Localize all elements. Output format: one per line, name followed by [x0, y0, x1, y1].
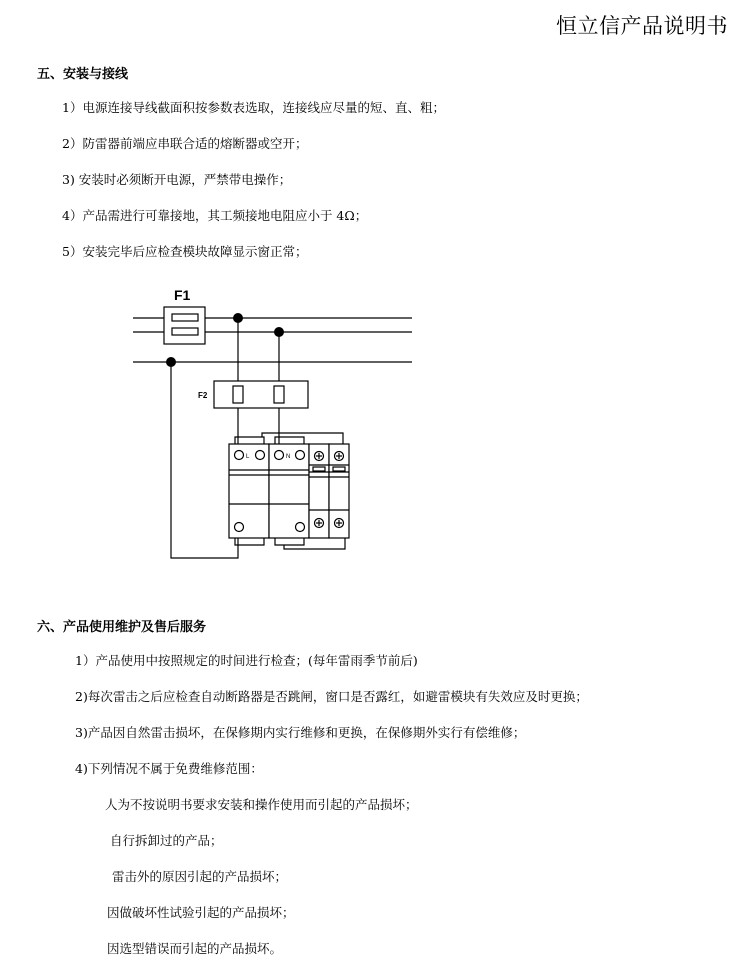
- section-6-item-4: 4)下列情况不属于免费维修范围：: [75, 761, 263, 776]
- f2-breaker-n: [274, 386, 284, 403]
- section-6-item-2: 2)每次雷击之后应检查自动断路器是否跳闸，窗口是否露红，如避雷模块有失效应及时更换；: [75, 689, 588, 704]
- section-5-item-2: 2）防雷器前端应串联合适的熔断器或空开；: [62, 136, 308, 151]
- section-5-item-1: 1）电源连接导线截面积按参数表选取，连接线应尽量的短、直、粗；: [62, 100, 445, 115]
- section-6-subitem-2: 自行拆卸过的产品；: [110, 833, 223, 848]
- document-header-title: 恒立信产品说明书: [556, 14, 728, 38]
- section-5-item-3: 3) 安装时必须断开电源，严禁带电操作；: [62, 172, 292, 187]
- section-6-subitem-3: 雷击外的原因引起的产品损坏；: [112, 869, 288, 884]
- f2-breaker-box: [214, 381, 308, 408]
- section-5-title: 五、安装与接线: [37, 67, 129, 82]
- section-5-item-4: 4）产品需进行可靠接地，其工频接地电阻应小于 4Ω；: [62, 208, 368, 223]
- f1-fuse-element-1: [172, 314, 198, 321]
- section-5-item-5: 5）安装完毕后应检查模块故障显示窗正常；: [62, 244, 308, 259]
- junction-dot-2: [274, 327, 284, 337]
- indicator-window-4: [333, 467, 345, 471]
- indicator-window-3: [313, 467, 325, 471]
- section-6-subitem-4: 因做破坏性试验引起的产品损坏；: [107, 905, 295, 920]
- f1-fuse-box: [164, 307, 205, 344]
- section-6-item-3: 3)产品因自然雷击损坏，在保修期内实行维修和更换，在保修期外实行有偿维修；: [75, 725, 526, 740]
- section-6-subitem-1: 人为不按说明书要求安装和操作使用而引起的产品损坏；: [105, 797, 418, 812]
- terminal-n-label: N: [286, 454, 291, 460]
- section-6-item-1: 1）产品使用中按照规定的时间进行检查；(每年雷雨季节前后): [75, 653, 418, 668]
- f2-label: F2: [198, 391, 208, 400]
- junction-dot-3: [166, 357, 176, 367]
- section-6-subitem-5: 因选型错误而引起的产品损坏。: [107, 941, 283, 956]
- junction-dot-1: [233, 313, 243, 323]
- section-6-title: 六、产品使用维护及售后服务: [37, 620, 207, 635]
- f2-breaker-l: [233, 386, 243, 403]
- f1-label: F1: [174, 287, 191, 303]
- terminal-l-label: L: [246, 454, 250, 460]
- f1-fuse-element-2: [172, 328, 198, 335]
